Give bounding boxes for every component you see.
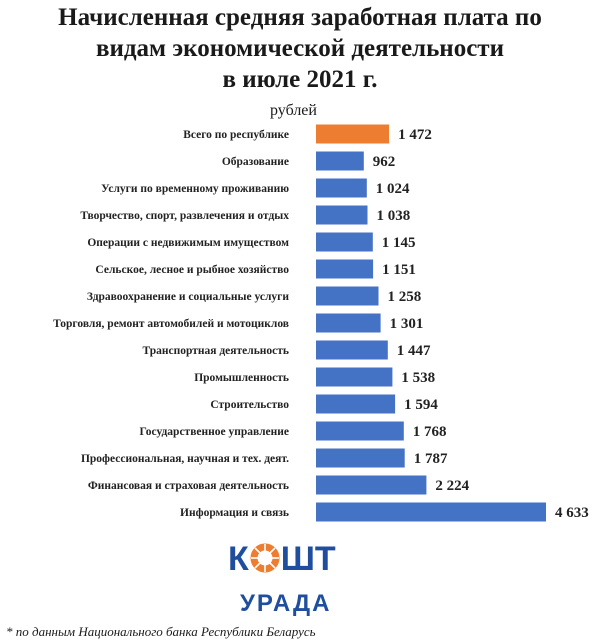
logo-top-left: К [228,540,249,578]
footnote: * по данным Национального банка Республики Беларусь [6,624,316,639]
category-label: Финансовая и страховая деятельность [87,480,289,492]
category-label: Услуги по временному проживанию [101,183,289,195]
value-label: 1 472 [398,127,432,143]
category-label: Транспортная деятельность [142,345,289,357]
value-label: 1 768 [412,424,447,440]
value-label: 2 224 [435,478,470,494]
koshtu-urada-logo [228,540,378,622]
bar-chart [0,118,600,528]
category-label: Торговля, ремонт автомобилей и мотоциклов [53,318,289,330]
bar [316,368,392,387]
bar [316,152,364,171]
value-label: 1 258 [387,289,422,305]
bar [316,314,381,333]
value-label: 1 594 [404,397,438,413]
bar [316,341,388,360]
value-label: 4 633 [555,505,589,521]
value-label: 962 [372,154,396,170]
category-label: Всего по республике [183,129,289,141]
coin-ring-icon [250,543,280,573]
bar-highlight [316,125,389,144]
bar [316,287,379,306]
value-label: 1 038 [376,208,411,224]
chart-title-line-3: в июле 2021 г. [222,66,378,93]
value-label: 1 145 [381,235,416,251]
unit-label: рублей [270,102,317,119]
value-label: 1 151 [382,262,416,278]
logo-top-row [228,540,336,579]
bar [316,395,395,414]
category-label: Операции с недвижимым имуществом [87,237,289,249]
chart-title-line-1: Начисленная средняя заработная плата по [58,4,542,31]
bar [316,422,404,441]
category-label: Сельское, лесное и рыбное хозяйство [95,264,289,276]
category-label: Образование [221,156,289,168]
bar [316,233,373,252]
value-label: 1 538 [401,370,436,386]
value-label: 1 447 [396,343,431,359]
category-label: Промышленность [194,372,289,384]
chart-title-line-2: видам экономической деятельности [96,35,504,62]
category-label: Строительство [210,399,289,411]
category-label: Информация и связь [180,507,289,519]
logo-top-right: ШТ [280,540,336,578]
bar [316,179,367,198]
category-label: Государственное управление [139,426,289,438]
bar [316,260,373,279]
bar [316,449,405,468]
value-label: 1 024 [375,181,410,197]
bar [316,476,426,495]
category-label: Творчество, спорт, развлечения и отдых [80,210,289,222]
value-label: 1 787 [413,451,448,467]
category-label: Здравоохранение и социальные услуги [86,291,289,303]
value-label: 1 301 [389,316,424,332]
category-label: Профессиональная, научная и тех. деят. [80,453,289,465]
chart-title [0,2,600,95]
bar [316,206,368,225]
bar [316,503,546,522]
logo-bottom-row: УРАДА [240,590,332,617]
